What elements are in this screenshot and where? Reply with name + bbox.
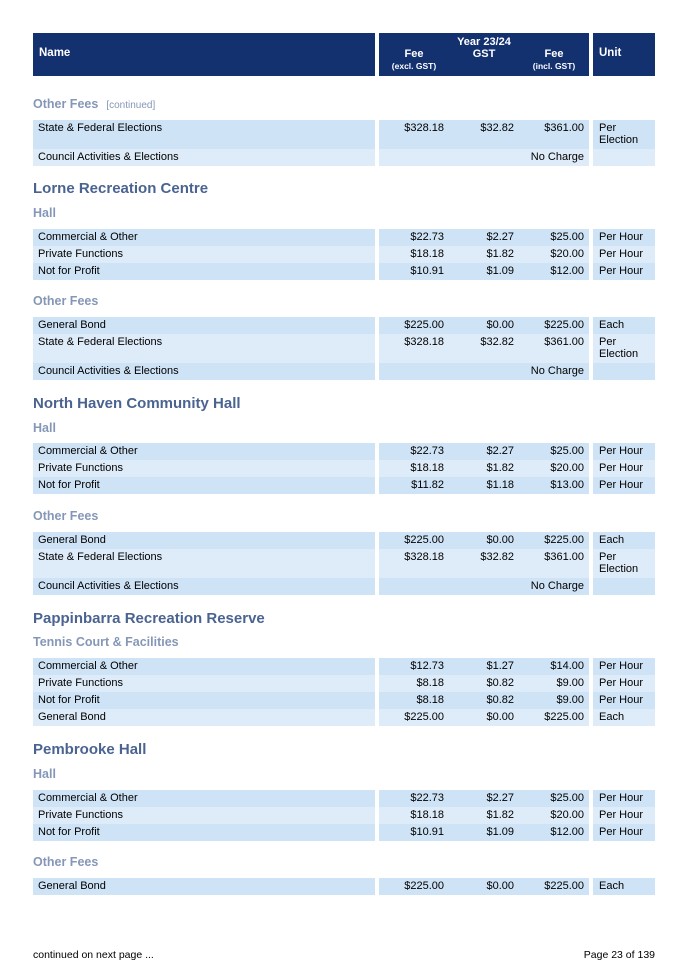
name-cell [33,229,375,246]
unit-cell [593,334,655,363]
unit-cell [593,363,655,380]
fee-values-cell [379,692,589,709]
name-cell [33,460,375,477]
venue-heading-pembrooke: Pembrooke Hall [33,741,147,758]
section-heading-other-fees-continued [33,97,155,111]
fee-excl-gst: $225.00 [404,880,444,892]
table-row [33,549,655,578]
fee-name: General Bond [38,534,106,546]
fee-incl-gst: $20.00 [550,809,584,821]
unit-value: Per Hour [599,231,644,243]
name-cell [33,334,375,363]
fee-excl-gst: $328.18 [404,551,444,563]
unit-cell [593,709,655,726]
continued-label: [continued] [106,100,156,111]
fee-incl-gst: $9.00 [556,694,584,706]
header-fee-excl-label: Fee [404,48,424,60]
fee-incl-gst: $361.00 [544,551,584,563]
fee-values-cell [379,790,589,807]
fee-table [33,878,655,895]
gst-amount: $32.82 [480,122,514,134]
unit-value: Each [599,319,625,331]
fee-name: Commercial & Other [38,445,138,457]
name-cell [33,120,375,149]
fee-incl-gst: $14.00 [550,660,584,672]
name-cell [33,709,375,726]
fee-incl-gst: $13.00 [550,479,584,491]
unit-value: Per Election [599,122,639,146]
fee-excl-gst: $18.18 [410,248,444,260]
unit-cell [593,120,655,149]
header-year-label: Year 23/24 [457,36,511,48]
gst-amount: $0.82 [486,677,514,689]
fee-excl-gst: $22.73 [410,445,444,457]
gst-amount: $1.82 [486,462,514,474]
header-fee-incl [519,48,589,72]
subsection-heading-hall: Hall [33,206,56,220]
table-row [33,334,655,363]
fee-values-cell [379,658,589,675]
fee-table [33,658,655,726]
gst-amount: $0.82 [486,694,514,706]
unit-value: Per Hour [599,265,644,277]
table-row [33,878,655,895]
unit-cell [593,443,655,460]
no-charge-label: No Charge [530,580,584,592]
gst-amount: $32.82 [480,551,514,563]
gst-amount: $2.27 [486,231,514,243]
fee-table [33,120,655,166]
unit-value: Per Election [599,551,639,575]
fee-excl-gst: $11.82 [411,479,444,491]
unit-cell [593,229,655,246]
fee-name: General Bond [38,880,106,892]
unit-cell [593,549,655,578]
unit-value: Each [599,534,625,546]
table-row [33,149,655,166]
name-cell [33,363,375,380]
name-cell [33,824,375,841]
venue-heading-pappinbarra: Pappinbarra Recreation Reserve [33,610,265,627]
fee-incl-gst: $225.00 [544,534,584,546]
unit-cell [593,460,655,477]
name-cell [33,532,375,549]
unit-value: Per Hour [599,809,644,821]
table-row [33,363,655,380]
table-row [33,658,655,675]
gst-amount: $1.82 [486,248,514,260]
gst-amount: $2.27 [486,792,514,804]
table-row [33,263,655,280]
unit-value: Per Hour [599,826,644,838]
fee-name: General Bond [38,319,106,331]
fee-values-cell [379,532,589,549]
gst-amount: $0.00 [486,534,514,546]
fee-excl-gst: $328.18 [404,336,444,348]
fee-values-cell [379,807,589,824]
fee-incl-gst: $361.00 [544,122,584,134]
header-year-group [379,33,589,76]
fee-excl-gst: $8.18 [416,694,444,706]
fee-values-cell [379,443,589,460]
fee-values-cell [379,578,589,595]
table-row [33,443,655,460]
fee-incl-gst: $361.00 [544,336,584,348]
fee-incl-gst: $225.00 [544,711,584,723]
fee-name: Commercial & Other [38,660,138,672]
unit-cell [593,790,655,807]
unit-cell [593,824,655,841]
gst-amount: $1.18 [486,479,514,491]
name-cell [33,246,375,263]
name-cell [33,878,375,895]
fee-excl-gst: $18.18 [410,462,444,474]
fee-incl-gst: $25.00 [550,231,584,243]
table-row [33,675,655,692]
header-fee-incl-label: Fee [544,48,564,60]
fee-values-cell [379,229,589,246]
unit-cell [593,263,655,280]
header-name-column [33,33,375,76]
gst-amount: $1.82 [486,809,514,821]
table-row [33,824,655,841]
fee-excl-gst: $328.18 [404,122,444,134]
gst-amount: $1.09 [486,265,514,277]
subsection-heading-hall: Hall [33,767,56,781]
fee-name: Council Activities & Elections [38,365,179,377]
fee-excl-gst: $22.73 [410,792,444,804]
unit-cell [593,532,655,549]
fee-values-cell [379,246,589,263]
name-cell [33,807,375,824]
header-gst-label: GST [472,48,496,60]
fee-values-cell [379,317,589,334]
fee-values-cell [379,878,589,895]
fee-name: State & Federal Elections [38,122,163,134]
gst-amount: $0.00 [486,711,514,723]
fee-values-cell [379,460,589,477]
fee-name: Council Activities & Elections [38,580,179,592]
unit-value: Per Hour [599,248,644,260]
unit-cell [593,675,655,692]
unit-cell [593,149,655,166]
name-cell [33,578,375,595]
unit-cell [593,878,655,895]
fee-name: Not for Profit [38,826,100,838]
unit-value: Per Hour [599,677,644,689]
fee-table [33,317,655,380]
fee-values-cell [379,363,589,380]
fee-incl-gst: $25.00 [550,792,584,804]
section-heading-text: Other Fees [33,97,99,111]
subsection-heading-other-fees: Other Fees [33,855,99,869]
fee-name: Private Functions [38,677,123,689]
fee-name: Not for Profit [38,479,100,491]
table-row [33,578,655,595]
name-cell [33,675,375,692]
unit-value: Per Hour [599,462,644,474]
fee-values-cell [379,120,589,149]
table-row [33,120,655,149]
unit-value: Per Hour [599,792,644,804]
table-row [33,709,655,726]
fee-table [33,790,655,841]
subsection-heading-other-fees: Other Fees [33,294,99,308]
unit-value: Per Hour [599,660,644,672]
fee-name: General Bond [38,711,106,723]
gst-amount: $0.00 [486,880,514,892]
fee-excl-gst: $225.00 [404,534,444,546]
fee-name: Private Functions [38,809,123,821]
gst-amount: $32.82 [480,336,514,348]
fee-excl-gst: $12.73 [410,660,444,672]
fee-incl-gst: $20.00 [550,462,584,474]
fee-excl-gst: $8.18 [416,677,444,689]
fee-table [33,229,655,280]
name-cell [33,317,375,334]
table-row [33,790,655,807]
name-cell [33,692,375,709]
header-unit-label: Unit [599,47,622,59]
footer-continued: continued on next page ... [33,949,154,961]
name-cell [33,477,375,494]
unit-value: Per Hour [599,694,644,706]
fee-incl-gst: $225.00 [544,319,584,331]
fee-excl-gst: $225.00 [404,319,444,331]
name-cell [33,549,375,578]
table-header [33,33,655,76]
gst-amount: $0.00 [486,319,514,331]
no-charge-label: No Charge [530,151,584,163]
unit-value: Per Hour [599,445,644,457]
gst-amount: $1.27 [486,660,514,672]
fee-name: State & Federal Elections [38,551,163,563]
no-charge-label: No Charge [530,365,584,377]
table-row [33,317,655,334]
table-row [33,229,655,246]
fee-incl-gst: $12.00 [550,826,584,838]
fee-excl-gst: $10.91 [410,826,444,838]
unit-cell [593,477,655,494]
header-fee-excl-sub: (excl. GST) [391,61,437,71]
gst-amount: $2.27 [486,445,514,457]
unit-cell [593,246,655,263]
fee-values-cell [379,334,589,363]
fee-name: Private Functions [38,462,123,474]
name-cell [33,149,375,166]
table-row [33,532,655,549]
unit-value: Each [599,880,625,892]
fee-values-cell [379,824,589,841]
name-cell [33,443,375,460]
fee-incl-gst: $9.00 [556,677,584,689]
fees-page [33,33,655,892]
header-fee-excl [379,48,449,72]
fee-incl-gst: $225.00 [544,880,584,892]
fee-name: Commercial & Other [38,792,138,804]
unit-value: Per Hour [599,479,644,491]
fee-table [33,443,655,494]
fee-name: Private Functions [38,248,123,260]
fee-name: Not for Profit [38,694,100,706]
fee-excl-gst: $22.73 [410,231,444,243]
table-row [33,807,655,824]
fee-name: Commercial & Other [38,231,138,243]
subsection-heading-hall: Hall [33,421,56,435]
table-row [33,460,655,477]
fee-values-cell [379,549,589,578]
unit-cell [593,317,655,334]
table-row [33,246,655,263]
name-cell [33,790,375,807]
unit-cell [593,807,655,824]
header-gst [449,48,519,61]
venue-heading-lorne: Lorne Recreation Centre [33,180,209,197]
subsection-heading-tennis: Tennis Court & Facilities [33,635,179,649]
fee-values-cell [379,263,589,280]
fee-values-cell [379,149,589,166]
subsection-heading-other-fees: Other Fees [33,509,99,523]
fee-table [33,532,655,595]
fee-values-cell [379,477,589,494]
fee-incl-gst: $12.00 [550,265,584,277]
fee-incl-gst: $20.00 [550,248,584,260]
unit-cell [593,658,655,675]
fee-excl-gst: $10.91 [410,265,444,277]
fee-name: Not for Profit [38,265,100,277]
fee-name: State & Federal Elections [38,336,163,348]
header-fee-incl-sub: (incl. GST) [532,61,576,71]
fee-incl-gst: $25.00 [550,445,584,457]
footer-page-number: Page 23 of 139 [583,949,655,961]
unit-value: Each [599,711,625,723]
unit-cell [593,578,655,595]
header-name-label: Name [39,47,71,59]
unit-value: Per Election [599,336,639,360]
fee-values-cell [379,675,589,692]
fee-excl-gst: $18.18 [410,809,444,821]
gst-amount: $1.09 [486,826,514,838]
name-cell [33,658,375,675]
fee-name: Council Activities & Elections [38,151,179,163]
table-row [33,692,655,709]
unit-cell [593,692,655,709]
name-cell [33,263,375,280]
header-unit-column [593,33,655,76]
table-row [33,477,655,494]
fee-values-cell [379,709,589,726]
venue-heading-north-haven: North Haven Community Hall [33,395,241,412]
fee-excl-gst: $225.00 [404,711,444,723]
